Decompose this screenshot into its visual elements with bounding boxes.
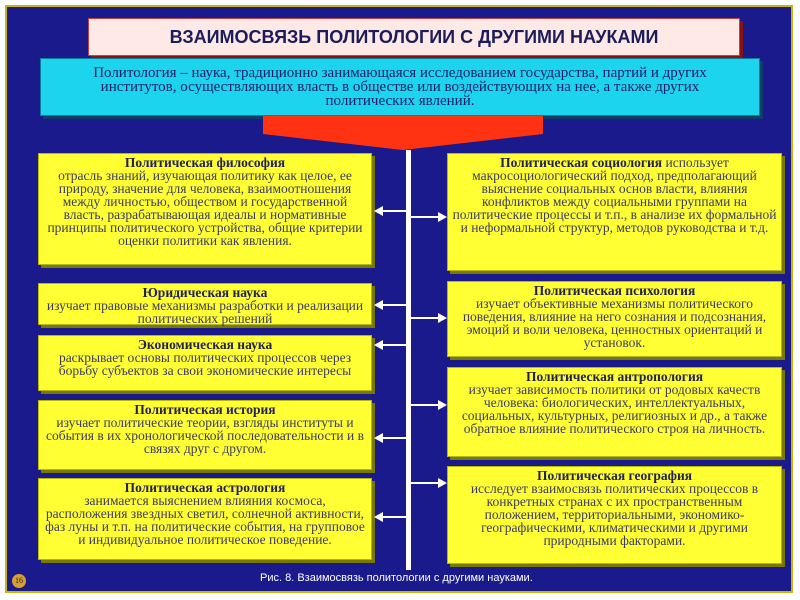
box-text: исследует взаимосвязь политических процессов в конкретных странах с их пространственным положением, территориальными, экономико-географическими, климатическими и другими природными факторами. [470,481,759,548]
arrow-left-history [376,433,406,443]
arrow-right-sociology [411,212,445,222]
box-economic-science [38,335,372,391]
box-political-anthropology [447,367,782,457]
definition-box: Политология – наука, традиционно занимающаяся исследованием государства, партий и других институтов, осуществляющих власть в обществе или воздействующих на нее, а также других политических явлений. [40,58,760,116]
box-text: отрасль знаний, изучающая политику как целое, ее природу, значение для человека, взаимоотношения между личностью, обществом и государственной власть, разрабатывающая идеалы и нормативные принципы политического устройства, общие критерии оценки политики как явления. [47,168,363,248]
arrow-right-anthropology [411,400,445,410]
box-text: изучает зависимость политики от родовых качеств человека: биологических, интеллектуальных, социальных, культурных, религиозных и др., а также обратное влияние политического строя на личность. [461,382,768,436]
box-heading: Политическая философия [124,155,286,170]
figure-caption: Рис. 8. Взаимосвязь политологии с другими науками. [260,572,533,584]
arrow-left-legal [376,300,406,310]
box-political-psychology [447,281,782,357]
box-political-sociology [447,153,782,271]
box-text: использует макросоциологический подход, предполагающий выяснение социальных основ власти, влияния конфликтов между социальными группами на политические процессы и т.п., в анализе их формальной и неформальной структур, методов руководства и т.д. [452,155,777,235]
box-political-geography [447,466,782,564]
box-text: изучает объективные механизмы политического поведения, влияние на него сознания и подсознания, эмоций и воли человека, ценностных ориентаций и установок. [462,296,767,350]
box-text: изучает правовые механизмы разработки и реализации политических решений [46,298,364,326]
box-political-history [38,400,372,470]
arrow-right-geography [411,478,445,488]
down-arrow-icon [263,134,543,150]
arrow-right-psychology [411,313,445,323]
box-political-philosophy [38,153,372,265]
page-number-badge: 16 [12,574,26,588]
box-text: раскрывает основы политических процессов через борьбу субъектов за свои экономические интересы [58,350,352,378]
box-heading: Политическая психология [533,283,696,298]
arrow-left-economic [376,340,406,350]
arrow-left-philosophy [376,206,406,216]
box-heading: Экономическая наука [137,337,273,352]
box-political-astrology [38,478,372,560]
box-heading: Политическая астрология [124,480,286,495]
box-heading: Юридическая наука [142,285,268,300]
box-heading: Политическая антропология [525,369,704,384]
box-heading: Политическая социология [500,155,663,170]
arrow-left-astrology [376,512,406,522]
box-heading: Политическая география [536,468,693,483]
box-text: изучает политические теории, взгляды институты и события в их хронологической последовательности и в связях друг с другом. [46,415,364,456]
down-arrow-body [263,116,543,134]
box-legal-science [38,283,372,325]
box-heading: Политическая история [134,402,276,417]
page-title: ВЗАИМОСВЯЗЬ ПОЛИТОЛОГИИ С ДРУГИМИ НАУКАМИ [88,18,740,56]
box-text: занимается выяснением влияния космоса, расположения звездных светил, солнечной активности, фаз луны и т.п. на политические события, на групповое и индивидуальное политическое поведение. [45,493,365,547]
